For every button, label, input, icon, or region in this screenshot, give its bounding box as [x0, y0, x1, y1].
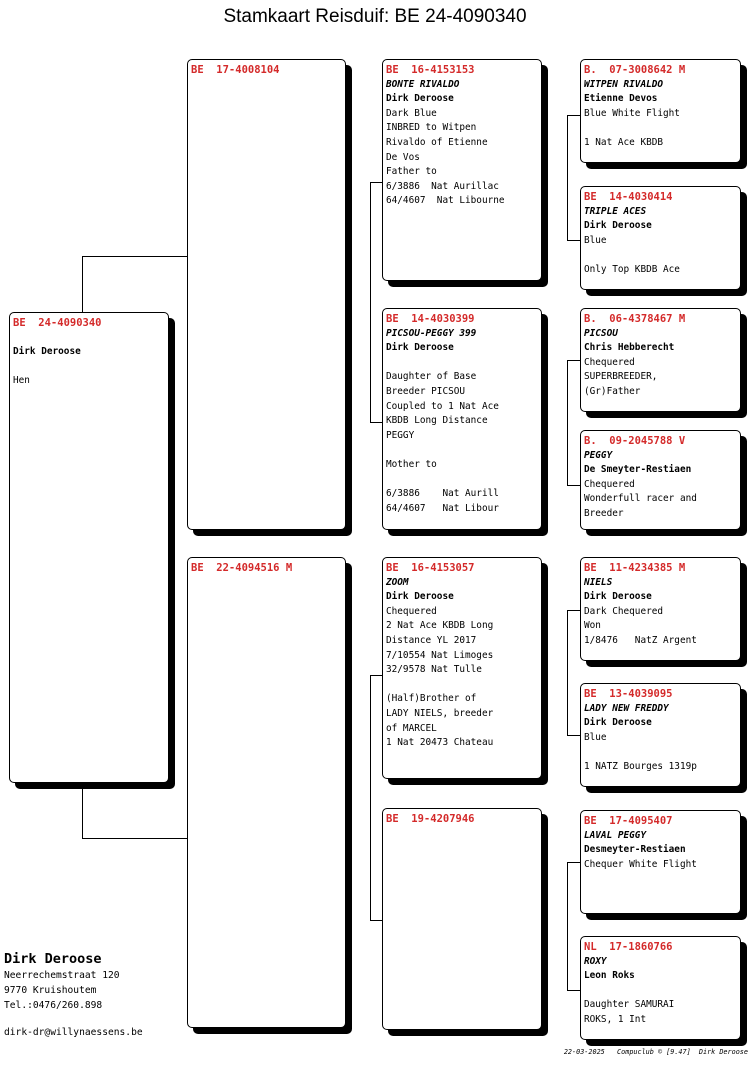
- info-line: 1 Nat Ace KBDB: [584, 136, 664, 148]
- pigeon-card-father[interactable]: [187, 59, 346, 530]
- pigeon-card-mf[interactable]: [382, 557, 542, 779]
- connector-line: [370, 422, 382, 423]
- info-line: Distance YL 2017: [386, 634, 477, 646]
- connector-line: [567, 735, 581, 736]
- pigeon-name: LADY NEW FREDDY: [584, 702, 669, 714]
- owner-phone: Tel.:0476/260.898: [4, 1000, 103, 1011]
- info-line: PEGGY: [386, 429, 415, 441]
- breeder-name: De Smeyter-Restiaen: [584, 464, 692, 476]
- ring-number: BE 17-4095407: [584, 815, 673, 827]
- info-line: [386, 443, 541, 458]
- ring-number: BE 14-4030399: [386, 313, 475, 325]
- pigeon-card-subject[interactable]: [9, 312, 169, 783]
- pigeon-card-ffm[interactable]: [580, 186, 741, 290]
- pigeon-name: PEGGY: [584, 449, 613, 461]
- pigeon-name: TRIPLE ACES: [584, 205, 647, 217]
- info-line: [584, 121, 740, 136]
- breeder-name: Dirk Deroose: [584, 717, 652, 729]
- info-line: INBRED to Witpen: [386, 122, 477, 134]
- connector-line: [370, 182, 382, 183]
- info-line: [386, 678, 541, 693]
- info-line: 7/10554 Nat Limoges: [386, 649, 494, 661]
- info-line: [13, 331, 168, 346]
- info-line: Breeder: [584, 507, 624, 519]
- page-title: Stamkaart Reisduif: BE 24-4090340: [223, 6, 527, 27]
- pigeon-name: PICSOU: [584, 327, 618, 339]
- info-line: Rivaldo of Etienne: [386, 136, 488, 148]
- ring-number: BE 16-4153153: [386, 64, 475, 76]
- connector-line: [567, 360, 581, 361]
- connector-line: [567, 115, 568, 240]
- info-line: 1/8476 NatZ Argent: [584, 634, 697, 646]
- connector-line: [567, 990, 581, 991]
- info-line: [584, 745, 740, 760]
- connector-line: [567, 610, 581, 611]
- pigeon-name: PICSOU-PEGGY 399: [386, 327, 477, 339]
- info-line: 6/3886 Nat Aurillac: [386, 180, 499, 192]
- connector-line: [567, 610, 568, 735]
- breeder-name: Etienne Devos: [584, 93, 658, 105]
- pigeon-card-mother[interactable]: [187, 557, 346, 1028]
- info-line: (Gr)Father: [584, 385, 641, 397]
- breeder-name: Leon Roks: [584, 970, 635, 982]
- info-line: Mother to: [386, 458, 437, 470]
- info-line: Won: [584, 620, 601, 632]
- ring-number: BE 11-4234385 M: [584, 562, 686, 574]
- info-line: Only Top KBDB Ace: [584, 263, 680, 275]
- owner-address: Neerrechemstraat 120: [4, 970, 120, 981]
- pigeon-name: BONTE RIVALDO: [386, 78, 460, 90]
- pigeon-card-ff[interactable]: [382, 59, 542, 281]
- connector-line: [370, 675, 382, 676]
- breeder-name: Dirk Deroose: [386, 342, 454, 354]
- info-line: LADY NIELS, breeder: [386, 707, 494, 719]
- connector-line: [370, 920, 382, 921]
- info-line: Daughter SAMURAI: [584, 999, 675, 1011]
- breeder-name: Desmeyter-Restiaen: [584, 844, 686, 856]
- pigeon-card-fmm[interactable]: [580, 430, 741, 530]
- info-line: 1 Nat 20473 Chateau: [386, 737, 494, 749]
- info-line: Chequered: [584, 478, 635, 490]
- info-line: KBDB Long Distance: [386, 415, 488, 427]
- pigeon-name: NIELS: [584, 576, 613, 588]
- owner-city: 9770 Kruishoutem: [4, 985, 97, 996]
- info-line: De Vos: [386, 151, 420, 163]
- pigeon-name: ROXY: [584, 955, 607, 967]
- footer-credits: 22-03-2025 Compuclub © [9.47] Dirk Deroose: [563, 1048, 748, 1056]
- info-line: 64/4607 Nat Libour: [386, 502, 499, 514]
- connector-line: [567, 485, 581, 486]
- breeder-name: Dirk Deroose: [584, 591, 652, 603]
- ring-number: NL 17-1860766: [584, 941, 673, 953]
- info-line: Wonderfull racer and: [584, 493, 697, 505]
- pigeon-card-mmf[interactable]: [580, 810, 741, 914]
- pigeon-card-mff[interactable]: [580, 557, 741, 661]
- connector-line: [82, 256, 188, 257]
- info-line: [386, 473, 541, 488]
- info-line: 6/3886 Nat Aurill: [386, 488, 499, 500]
- info-line: Coupled to 1 Nat Ace: [386, 400, 499, 412]
- info-line: 2 Nat Ace KBDB Long: [386, 620, 494, 632]
- info-line: Father to: [386, 166, 437, 178]
- connector-line: [370, 182, 371, 422]
- info-line: 32/9578 Nat Tulle: [386, 664, 482, 676]
- pigeon-card-fm[interactable]: [382, 308, 542, 530]
- owner-name: Dirk Deroose: [4, 951, 102, 967]
- pigeon-name: LAVAL PEGGY: [584, 829, 647, 841]
- info-line: 1 NATZ Bourges 1319p: [584, 760, 697, 772]
- breeder-name: Chris Hebberecht: [584, 342, 675, 354]
- connector-line: [567, 862, 568, 990]
- pigeon-name: WITPEN RIVALDO: [584, 78, 664, 90]
- connector-line: [567, 862, 581, 863]
- connector-line: [82, 838, 188, 839]
- info-line: [386, 356, 541, 371]
- ring-number: BE 22-4094516 M: [191, 562, 293, 574]
- ring-number: BE 13-4039095: [584, 688, 673, 700]
- connector-line: [370, 675, 371, 920]
- info-line: Dark Chequered: [584, 605, 664, 617]
- info-line: 64/4607 Nat Libourne: [386, 195, 505, 207]
- ring-number: BE 14-4030414: [584, 191, 673, 203]
- pigeon-card-mfm[interactable]: [580, 683, 741, 787]
- info-line: Chequered: [584, 356, 635, 368]
- pigeon-card-mmm[interactable]: [580, 936, 741, 1040]
- info-line: Chequer White Flight: [584, 858, 697, 870]
- pigeon-card-mm[interactable]: [382, 808, 542, 1030]
- pigeon-card-fmf[interactable]: [580, 308, 741, 412]
- info-line: [584, 248, 740, 263]
- info-line: Hen: [13, 375, 30, 387]
- connector-line: [567, 240, 581, 241]
- pigeon-card-fff[interactable]: [580, 59, 741, 163]
- info-line: [13, 360, 168, 375]
- pigeon-name: ZOOM: [386, 576, 409, 588]
- info-line: Dark Blue: [386, 107, 437, 119]
- ring-number: B. 09-2045788 V: [584, 435, 686, 447]
- info-line: SUPERBREEDER,: [584, 371, 658, 383]
- info-line: Blue: [584, 731, 607, 743]
- ring-number: BE 19-4207946: [386, 813, 475, 825]
- info-line: Blue White Flight: [584, 107, 680, 119]
- info-line: ROKS, 1 Int: [584, 1013, 647, 1025]
- info-line: Blue: [584, 234, 607, 246]
- info-line: Daughter of Base: [386, 371, 477, 383]
- ring-number: BE 17-4008104: [191, 64, 280, 76]
- info-line: [584, 984, 740, 999]
- ring-number: BE 24-4090340: [13, 317, 102, 329]
- breeder-name: Dirk Deroose: [584, 220, 652, 232]
- breeder-name: Dirk Deroose: [386, 591, 454, 603]
- info-line: (Half)Brother of: [386, 693, 477, 705]
- connector-line: [567, 115, 581, 116]
- ring-number: B. 07-3008642 M: [584, 64, 686, 76]
- ring-number: BE 16-4153057: [386, 562, 475, 574]
- owner-email[interactable]: dirk-dr@willynaessens.be: [4, 1027, 143, 1038]
- breeder-name: Dirk Deroose: [13, 346, 81, 358]
- info-line: Breeder PICSOU: [386, 385, 466, 397]
- owner-info: [4, 950, 143, 1040]
- connector-line: [567, 360, 568, 485]
- ring-number: B. 06-4378467 M: [584, 313, 686, 325]
- breeder-name: Dirk Deroose: [386, 93, 454, 105]
- info-line: of MARCEL: [386, 722, 437, 734]
- info-line: Chequered: [386, 605, 437, 617]
